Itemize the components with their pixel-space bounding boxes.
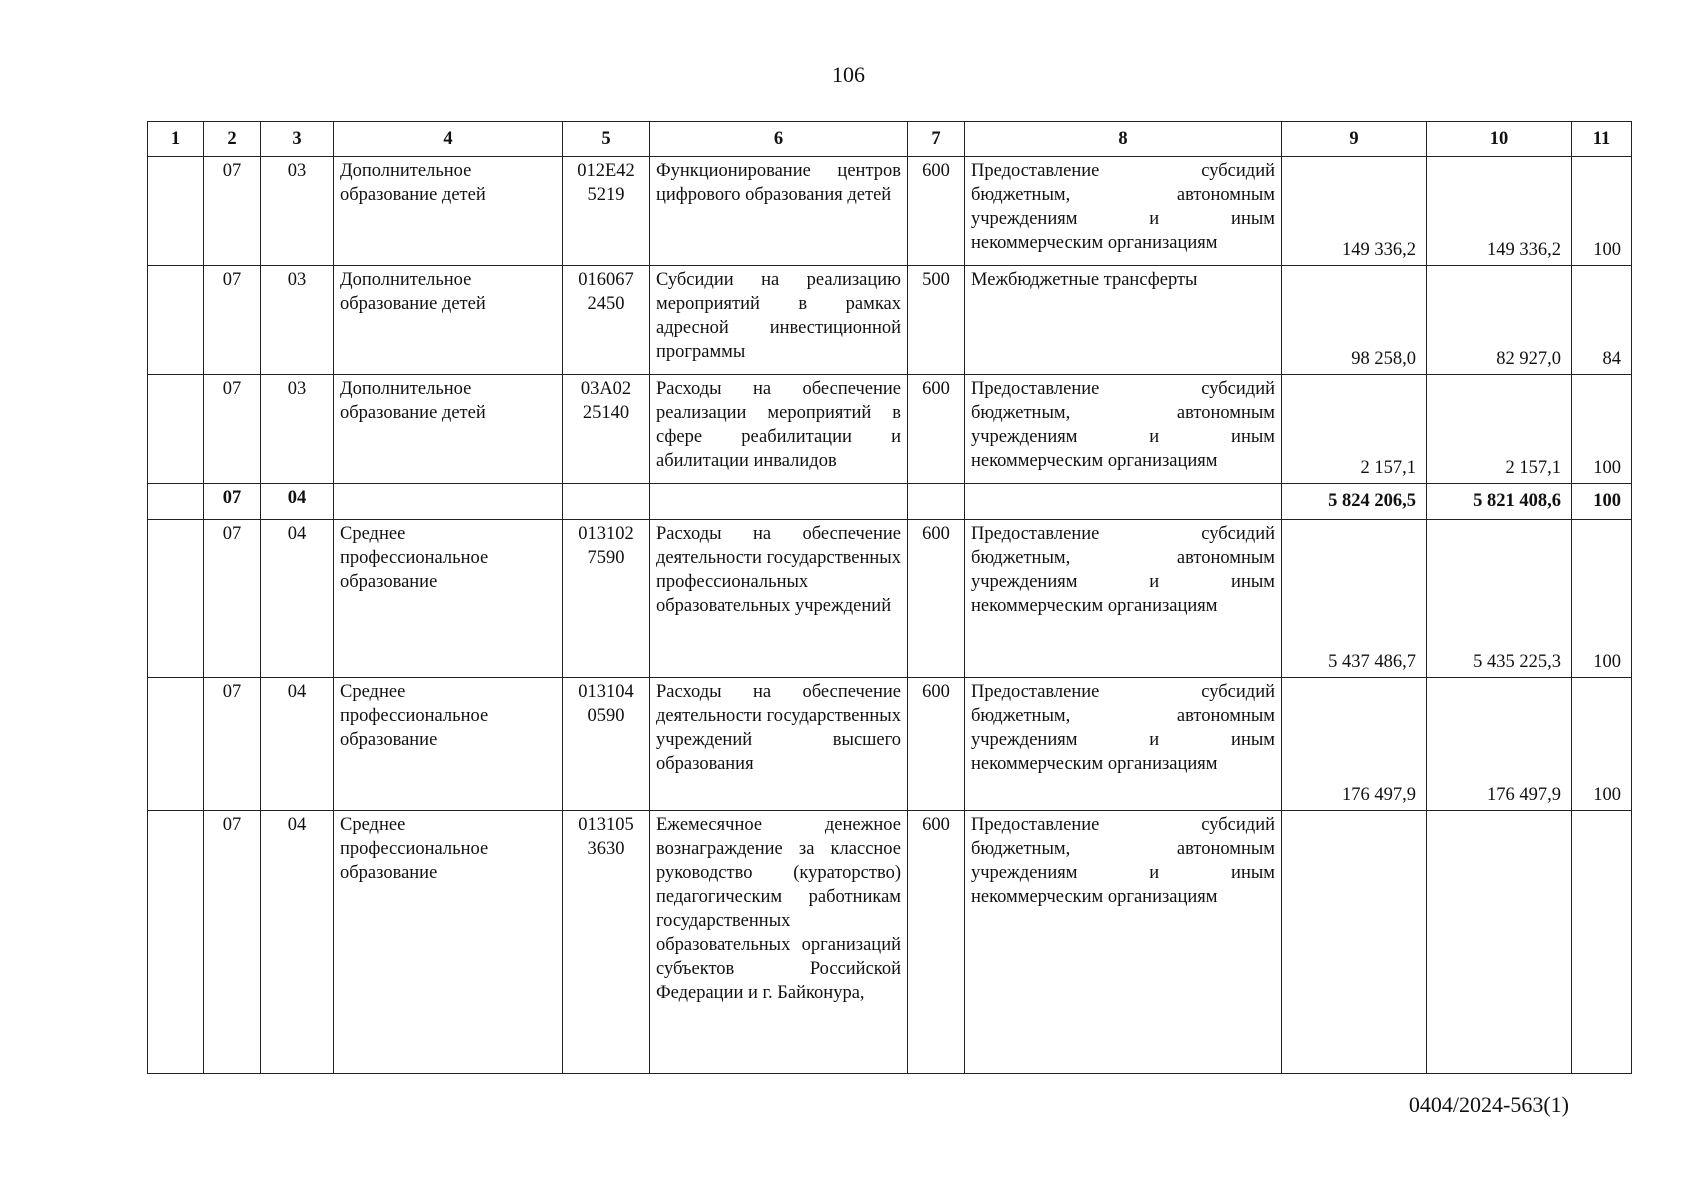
cell-target-name	[650, 484, 908, 520]
table-row	[148, 157, 1632, 266]
cell-planned: 176 497,9	[1282, 678, 1427, 811]
cell-percent: 100	[1572, 157, 1632, 266]
cell-executed: 82 927,0	[1427, 266, 1572, 375]
header-col-4: 4	[334, 122, 563, 157]
header-col-1: 1	[148, 122, 204, 157]
cell-planned: 5 824 206,5	[1282, 484, 1427, 520]
cell-expense-type-name: Предоставление субсидий бюджетным, автономным учреждениям и иным некоммерческим организациям	[965, 811, 1282, 1074]
header-col-2: 2	[204, 122, 261, 157]
cell-col-1	[148, 375, 204, 484]
header-col-10: 10	[1427, 122, 1572, 157]
cell-col-1	[148, 811, 204, 1074]
cell-expense-type: 600	[908, 678, 965, 811]
cell-executed: 5 435 225,3	[1427, 520, 1572, 678]
cell-expense-type: 600	[908, 375, 965, 484]
cell-executed: 2 157,1	[1427, 375, 1572, 484]
cell-planned: 5 437 486,7	[1282, 520, 1427, 678]
cell-expense-type: 500	[908, 266, 965, 375]
table-row	[148, 375, 1632, 484]
cell-section: 07	[204, 157, 261, 266]
cell-section: 07	[204, 520, 261, 678]
cell-subsection: 04	[261, 520, 334, 678]
cell-target-code: 016067 2450	[563, 266, 650, 375]
subtotal-row	[148, 484, 1632, 520]
cell-subsection: 04	[261, 678, 334, 811]
header-col-3: 3	[261, 122, 334, 157]
cell-expense-type	[908, 484, 965, 520]
cell-planned: 2 157,1	[1282, 375, 1427, 484]
cell-subsection-name: Среднее профессиональное образование	[334, 678, 563, 811]
cell-col-1	[148, 157, 204, 266]
cell-executed	[1427, 811, 1572, 1074]
cell-subsection: 03	[261, 157, 334, 266]
cell-subsection-name: Среднее профессиональное образование	[334, 811, 563, 1074]
cell-expense-type-name: Предоставление субсидий бюджетным, автономным учреждениям и иным некоммерческим организациям	[965, 157, 1282, 266]
cell-section: 07	[204, 484, 261, 520]
cell-expense-type: 600	[908, 520, 965, 678]
cell-percent	[1572, 811, 1632, 1074]
table-row	[148, 811, 1632, 1074]
cell-subsection-name: Среднее профессиональное образование	[334, 520, 563, 678]
cell-percent: 100	[1572, 678, 1632, 811]
budget-table	[147, 121, 1632, 1074]
header-col-5: 5	[563, 122, 650, 157]
cell-target-name: Расходы на обеспечение деятельности государственных учреждений высшего образования	[650, 678, 908, 811]
cell-target-name: Субсидии на реализацию мероприятий в рамках адресной инвестиционной программы	[650, 266, 908, 375]
cell-col-1	[148, 484, 204, 520]
cell-col-1	[148, 520, 204, 678]
cell-subsection: 03	[261, 375, 334, 484]
cell-target-code: 012E42 5219	[563, 157, 650, 266]
cell-percent: 84	[1572, 266, 1632, 375]
cell-expense-type-name	[965, 484, 1282, 520]
cell-subsection: 03	[261, 266, 334, 375]
document-code: 0404/2024-563(1)	[1408, 1092, 1569, 1117]
cell-target-code: 03А02 25140	[563, 375, 650, 484]
cell-subsection: 04	[261, 811, 334, 1074]
cell-subsection: 04	[261, 484, 334, 520]
cell-expense-type-name: Предоставление субсидий бюджетным, автономным учреждениям и иным некоммерческим организациям	[965, 375, 1282, 484]
cell-section: 07	[204, 266, 261, 375]
cell-target-name: Расходы на обеспечение деятельности государственных профессиональных образовательных учреждений	[650, 520, 908, 678]
cell-section: 07	[204, 811, 261, 1074]
header-col-9: 9	[1282, 122, 1427, 157]
cell-percent: 100	[1572, 484, 1632, 520]
cell-target-name: Ежемесячное денежное вознаграждение за классное руководство (кураторство) педагогическим работникам государственных образовательных организаций субъектов Российской Федерации и г. Байконура,	[650, 811, 908, 1074]
header-col-11: 11	[1572, 122, 1632, 157]
cell-target-code: 013104 0590	[563, 678, 650, 811]
header-col-7: 7	[908, 122, 965, 157]
cell-subsection-name: Дополнительное образование детей	[334, 266, 563, 375]
cell-col-1	[148, 678, 204, 811]
cell-expense-type: 600	[908, 811, 965, 1074]
cell-planned: 98 258,0	[1282, 266, 1427, 375]
cell-subsection-name: Дополнительное образование детей	[334, 375, 563, 484]
cell-percent: 100	[1572, 375, 1632, 484]
cell-target-code: 013105 3630	[563, 811, 650, 1074]
header-col-8: 8	[965, 122, 1282, 157]
cell-target-code: 013102 7590	[563, 520, 650, 678]
header-col-6: 6	[650, 122, 908, 157]
cell-target-name: Функционирование центров цифрового образования детей	[650, 157, 908, 266]
cell-target-name: Расходы на обеспечение реализации мероприятий в сфере реабилитации и абилитации инвалидов	[650, 375, 908, 484]
table-row	[148, 520, 1632, 678]
cell-expense-type-name: Предоставление субсидий бюджетным, автономным учреждениям и иным некоммерческим организациям	[965, 678, 1282, 811]
cell-executed: 176 497,9	[1427, 678, 1572, 811]
cell-executed: 5 821 408,6	[1427, 484, 1572, 520]
cell-expense-type: 600	[908, 157, 965, 266]
cell-executed: 149 336,2	[1427, 157, 1572, 266]
table-row	[148, 678, 1632, 811]
cell-expense-type-name: Предоставление субсидий бюджетным, автономным учреждениям и иным некоммерческим организациям	[965, 520, 1282, 678]
table-row	[148, 266, 1632, 375]
cell-section: 07	[204, 678, 261, 811]
cell-planned	[1282, 811, 1427, 1074]
header-row	[148, 122, 1632, 157]
cell-subsection-name: Дополнительное образование детей	[334, 157, 563, 266]
cell-section: 07	[204, 375, 261, 484]
cell-percent: 100	[1572, 520, 1632, 678]
cell-subsection-name	[334, 484, 563, 520]
cell-planned: 149 336,2	[1282, 157, 1427, 266]
cell-target-code	[563, 484, 650, 520]
cell-expense-type-name: Межбюджетные трансферты	[965, 266, 1282, 375]
cell-col-1	[148, 266, 204, 375]
page-number: 106	[832, 62, 865, 87]
